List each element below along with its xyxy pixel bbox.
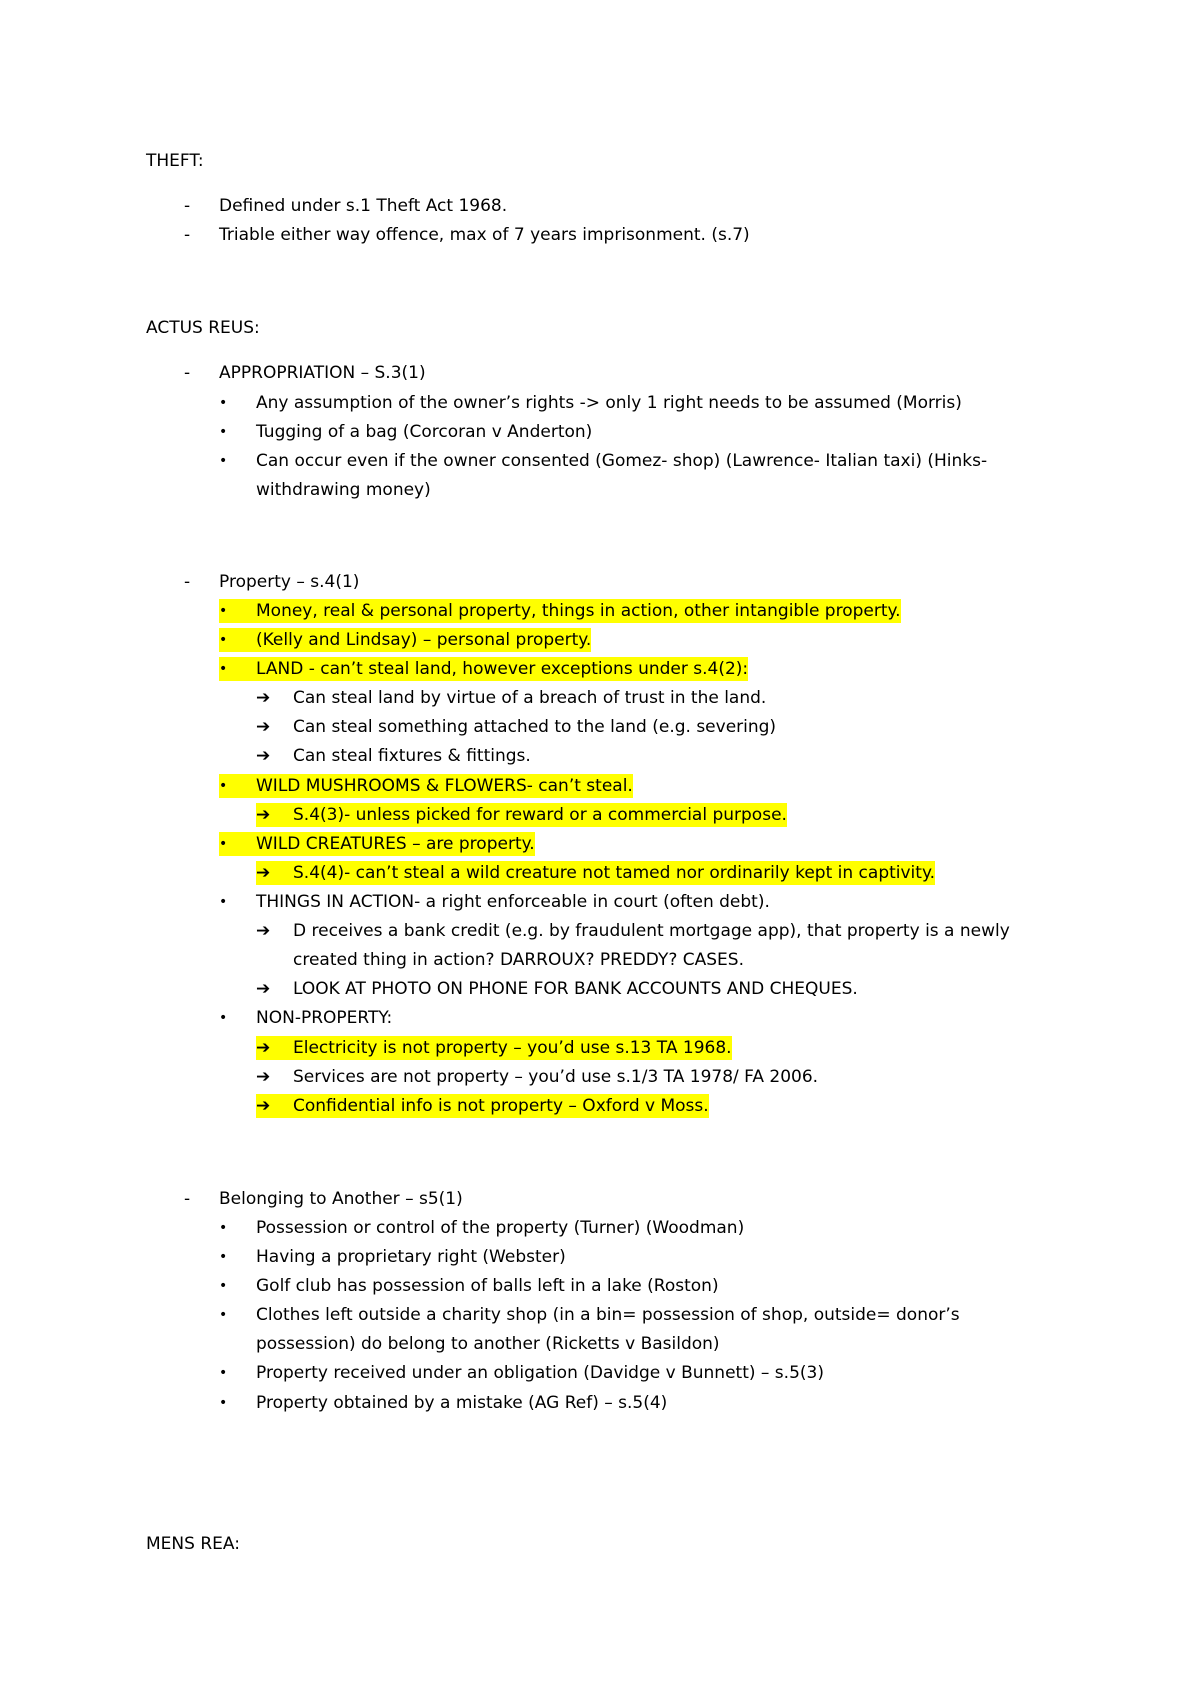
bullet-marker: •	[219, 599, 256, 623]
dash-marker: -	[184, 196, 191, 216]
theft-item-triable: Triable either way offence, max of 7 years imprisonment. (s.7)	[219, 225, 750, 245]
belonging-bullet: Having a proprietary right (Webster)	[256, 1247, 566, 1267]
non-property-services: Services are not property – you’d use s.1/3 TA 1978/ FA 2006.	[293, 1067, 819, 1087]
belonging-bullet: Property obtained by a mistake (AG Ref) – s.5(4)	[256, 1393, 668, 1413]
land-exception: Can steal something attached to the land (e.g. severing)	[293, 717, 777, 737]
arrow-icon: ➔	[256, 979, 271, 999]
bullet-marker: •	[219, 1365, 228, 1381]
arrow-icon: ➔	[256, 1067, 271, 1087]
belonging-bullet-continued: possession) do belong to another (Ricketts v Basildon)	[256, 1334, 720, 1354]
heading-mens-rea: MENS REA:	[146, 1534, 240, 1554]
belonging-title: Belonging to Another – s5(1)	[219, 1189, 463, 1209]
belonging-bullet: Property received under an obligation (Davidge v Bunnett) – s.5(3)	[256, 1363, 824, 1383]
land-exception: Can steal land by virtue of a breach of trust in the land.	[293, 688, 767, 708]
theft-item-defined: Defined under s.1 Theft Act 1968.	[219, 196, 508, 216]
dash-marker: -	[184, 225, 191, 245]
appropriation-bullet: Any assumption of the owner’s rights -> only 1 right needs to be assumed (Morris)	[256, 393, 962, 413]
arrow-icon: ➔	[256, 861, 293, 885]
dash-marker: -	[184, 572, 191, 592]
arrow-icon: ➔	[256, 746, 271, 766]
bullet-marker: •	[219, 1278, 228, 1294]
bullet-marker: •	[219, 453, 228, 469]
non-property-electricity: Electricity is not property – you’d use s.13 TA 1968.	[293, 1038, 732, 1058]
belonging-bullet: Clothes left outside a charity shop (in a bin= possession of shop, outside= donor’s	[256, 1305, 960, 1325]
appropriation-bullet-continued: withdrawing money)	[256, 480, 431, 500]
bullet-marker: •	[219, 1249, 228, 1265]
bullet-marker: •	[219, 894, 228, 910]
bullet-marker: •	[219, 1395, 228, 1411]
appropriation-title: APPROPRIATION – S.3(1)	[219, 363, 426, 383]
property-wild-creatures: WILD CREATURES – are property.	[256, 834, 535, 854]
bullet-marker: •	[219, 628, 256, 652]
bullet-marker: •	[219, 1220, 228, 1236]
land-exception: Can steal fixtures & fittings.	[293, 746, 531, 766]
property-kelly-lindsay: (Kelly and Lindsay) – personal property.	[256, 630, 592, 650]
bullet-marker: •	[219, 1307, 228, 1323]
property-things-in-action: THINGS IN ACTION- a right enforceable in court (often debt).	[256, 892, 770, 912]
bullet-marker: •	[219, 774, 256, 798]
property-non-property: NON-PROPERTY:	[256, 1008, 393, 1028]
property-wild-mushrooms: WILD MUSHROOMS & FLOWERS- can’t steal.	[256, 776, 633, 796]
wild-creatures-exception: S.4(4)- can’t steal a wild creature not tamed nor ordinarily kept in captivity.	[293, 863, 935, 883]
dash-marker: -	[184, 363, 191, 383]
property-land: LAND - can’t steal land, however exceptions under s.4(2):	[256, 659, 749, 679]
non-property-confidential-info: Confidential info is not property – Oxford v Moss.	[293, 1096, 709, 1116]
belonging-bullet: Golf club has possession of balls left in a lake (Roston)	[256, 1276, 719, 1296]
things-in-action-note-continued: created thing in action? DARROUX? PREDDY? CASES.	[293, 950, 744, 970]
heading-theft: THEFT:	[146, 151, 204, 171]
bullet-marker: •	[219, 1010, 228, 1026]
bullet-marker: •	[219, 832, 256, 856]
bullet-marker: •	[219, 657, 256, 681]
arrow-icon: ➔	[256, 688, 271, 708]
bullet-marker: •	[219, 424, 228, 440]
appropriation-bullet: Can occur even if the owner consented (Gomez- shop) (Lawrence- Italian taxi) (Hinks-	[256, 451, 988, 471]
appropriation-bullet: Tugging of a bag (Corcoran v Anderton)	[256, 422, 593, 442]
bullet-marker: •	[219, 395, 228, 411]
things-in-action-note: D receives a bank credit (e.g. by fraudulent mortgage app), that property is a newly	[293, 921, 1010, 941]
property-title: Property – s.4(1)	[219, 572, 360, 592]
arrow-icon: ➔	[256, 1036, 293, 1060]
arrow-icon: ➔	[256, 717, 271, 737]
arrow-icon: ➔	[256, 803, 293, 827]
dash-marker: -	[184, 1189, 191, 1209]
wild-mushrooms-exception: S.4(3)- unless picked for reward or a commercial purpose.	[293, 805, 787, 825]
arrow-icon: ➔	[256, 1094, 293, 1118]
belonging-bullet: Possession or control of the property (Turner) (Woodman)	[256, 1218, 745, 1238]
heading-actus-reus: ACTUS REUS:	[146, 318, 260, 338]
things-in-action-photo-note: LOOK AT PHOTO ON PHONE FOR BANK ACCOUNTS AND CHEQUES.	[293, 979, 858, 999]
arrow-icon: ➔	[256, 921, 271, 941]
property-money: Money, real & personal property, things in action, other intangible property.	[256, 601, 901, 621]
